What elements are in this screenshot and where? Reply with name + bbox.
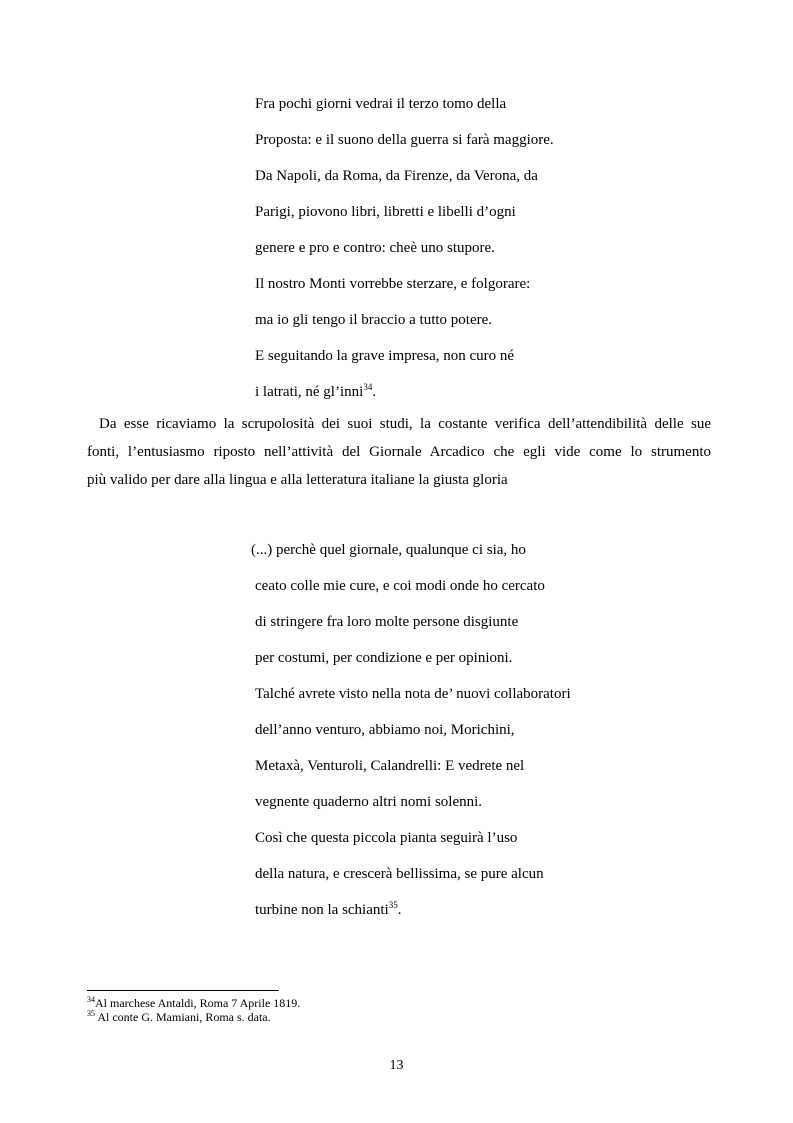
footnote-number: 34 (87, 995, 95, 1004)
quotation-block-1 (255, 86, 554, 410)
quote-line (255, 374, 554, 410)
quote-line-end: . (372, 384, 377, 400)
quote-line: (...) perchè quel giornale, qualunque ci sia, ho (251, 542, 526, 558)
footnotes (87, 996, 300, 1024)
footnote-35 (87, 1010, 300, 1024)
paragraph-line: più valido per dare alla lingua e alla letteratura italiane la giusta gloria (87, 472, 508, 488)
quotation-block-2 (251, 532, 571, 928)
footnote-34 (87, 996, 300, 1010)
quote-line: di stringere fra loro molte persone disgiunte (255, 614, 519, 630)
quote-line: ceato colle mie cure, e coi modi onde ho cercato (255, 578, 545, 594)
quote-line: Da Napoli, da Roma, da Firenze, da Verona, da (255, 168, 538, 184)
quote-line: Parigi, piovono libri, libretti e libelli d’ogni (255, 204, 516, 220)
quote-line: Metaxà, Venturoli, Calandrelli: E vedrete nel (255, 758, 525, 774)
quote-line-text: i latrati, né gl’inni (255, 384, 364, 400)
footnote-ref-35[interactable]: 35 (388, 900, 398, 910)
footnote-divider (87, 990, 279, 991)
quote-line-text: turbine non la schianti (255, 902, 389, 918)
quote-line (255, 892, 571, 928)
footnote-text: Al conte G. Mamiani, Roma s. data. (95, 1010, 271, 1024)
quote-line: Fra pochi giorni vedrai il terzo tomo della (255, 96, 507, 112)
quote-line: dell’anno venturo, abbiamo noi, Morichini, (255, 722, 515, 738)
body-paragraph (87, 410, 711, 494)
footnote-ref-34[interactable]: 34 (363, 382, 373, 392)
quote-line: E seguitando la grave impresa, non curo né (255, 348, 515, 364)
paragraph-line: Da esse ricaviamo la scrupolosità dei suoi studi, la costante verifica dell’attendibilità delle sue (99, 416, 711, 432)
quote-line: genere e pro e contro: cheè uno stupore. (255, 240, 495, 256)
quote-line: per costumi, per condizione e per opinioni. (255, 650, 513, 666)
quote-line: Proposta: e il suono della guerra si farà maggiore. (255, 132, 554, 148)
quote-line: vegnente quaderno altri nomi solenni. (255, 794, 483, 810)
footnote-number: 35 (87, 1009, 95, 1018)
page-number: 13 (389, 1058, 404, 1073)
quote-line: della natura, e crescerà bellissima, se pure alcun (255, 866, 544, 882)
footnote-text: Al marchese Antaldi, Roma 7 Aprile 1819. (95, 996, 301, 1010)
quote-line: Talché avrete visto nella nota de’ nuovi collaboratori (255, 686, 571, 702)
quote-line-end: . (397, 902, 402, 918)
quote-line: Il nostro Monti vorrebbe sterzare, e folgorare: (255, 276, 531, 292)
quote-line: ma io gli tengo il braccio a tutto potere. (255, 312, 493, 328)
quote-line: Così che questa piccola pianta seguirà l’uso (255, 830, 518, 846)
paragraph-line: fonti, l’entusiasmo riposto nell’attività del Giornale Arcadico che egli vide come lo strumento (87, 444, 711, 460)
